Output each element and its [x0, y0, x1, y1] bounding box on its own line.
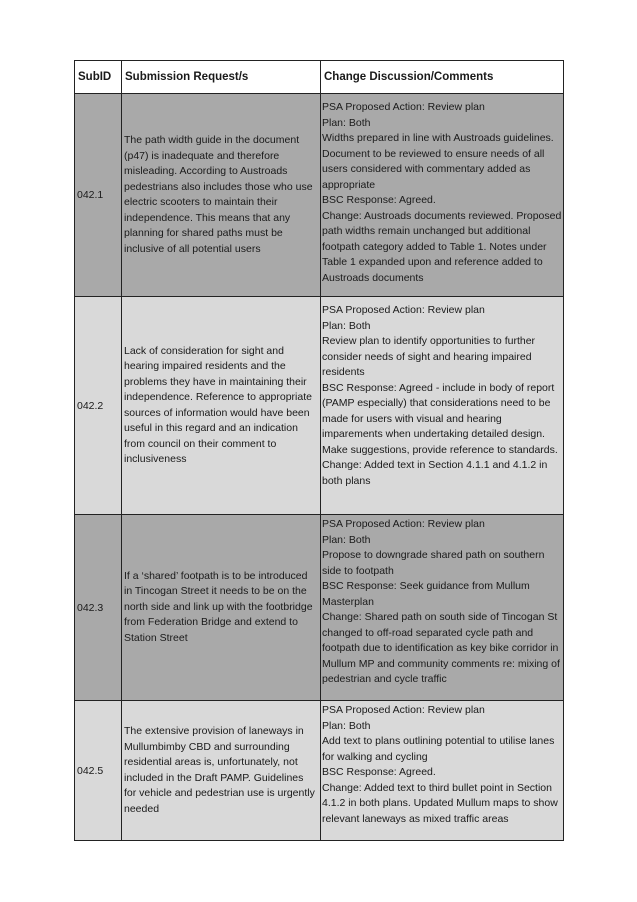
table-row — [75, 701, 564, 841]
submissions-table — [74, 60, 564, 841]
comment-line: Change: Shared path on south side of Tincogan St changed to off-road separated cycle path and footpath due to identification as key bike corridor in Mullum MP and community comments re: mixing of pedestrian and cycle traffic — [322, 611, 563, 685]
comment-line: Plan: Both — [322, 533, 371, 546]
request-text: Lack of consideration for sight and hearing impaired residents and the problems they have in maintaining their independence. Reference to appropriate sources of information would have been useful in this regard and an indication from council on their comment to inclusiveness — [122, 297, 321, 515]
comment-line: PSA Proposed Action: Review plan — [322, 518, 485, 530]
table-row — [75, 515, 564, 701]
comment-line: BSC Response: Seek guidance from Mullum Masterplan — [322, 580, 533, 608]
sub-id: 042.3 — [75, 515, 122, 701]
comment-line: BSC Response: Agreed. — [322, 194, 436, 206]
sub-id: 042.5 — [75, 701, 122, 841]
comment-line: BSC Response: Agreed. — [322, 766, 436, 778]
sub-id: 042.2 — [75, 297, 122, 515]
comments-cell — [321, 94, 564, 297]
comment-line: Add text to plans outlining potential to utilise lanes for walking and cycling — [322, 735, 558, 763]
sub-id: 042.1 — [75, 94, 122, 297]
comment-line: Review plan to identify opportunities to further consider needs of sight and hearing impaired residents — [322, 335, 538, 378]
comment-line: PSA Proposed Action: Review plan — [322, 101, 485, 113]
table-row — [75, 94, 564, 297]
comment-line: Change: Austroads documents reviewed. Proposed path widths remain unchanged but additional footpath category added to Table 1. Notes under Table 1 expanded upon and reference added to Austroads documents — [322, 209, 565, 284]
comment-line: Propose to downgrade shared path on southern side to footpath — [322, 549, 548, 577]
comment-line: PSA Proposed Action: Review plan — [322, 704, 485, 716]
comment-line: PSA Proposed Action: Review plan — [322, 304, 485, 316]
comment-line: Change: Added text in Section 4.1.1 and 4.1.2 in both plans — [322, 459, 551, 487]
request-text: The extensive provision of laneways in Mullumbimby CBD and surrounding residential areas is, unfortunately, not included in the Draft PAMP. Guidelines for vehicle and pedestrian use is urgently needed — [122, 701, 321, 841]
header-request: Submission Request/s — [122, 61, 321, 94]
comment-line: BSC Response: Agreed - include in body of report (PAMP especially) that considerations need to be made for users with visual and hearing imparements when undertaking detailed design. Make suggestions, provide reference to standards. — [322, 381, 558, 456]
header-comments: Change Discussion/Comments — [321, 61, 564, 94]
request-text: If a ‘shared’ footpath is to be introduced in Tincogan Street it needs to be on the north side and link up with the footbridge from Federation Bridge and extend to Station Street — [122, 515, 321, 701]
comments-cell — [321, 701, 564, 841]
comment-line: Plan: Both — [322, 116, 371, 129]
table-row — [75, 297, 564, 515]
request-text: The path width guide in the document (p47) is inadequate and therefore misleading. According to Austroads pedestrians also includes those who use electric scooters to maintain their independence. This means that any planning for shared paths must be inclusive of all potential users — [122, 94, 321, 297]
comment-line: Plan: Both — [322, 319, 371, 332]
comments-cell — [321, 515, 564, 701]
comment-line: Change: Added text to third bullet point in Section 4.1.2 in both plans. Updated Mullum maps to show relevant laneways as mixed traffic areas — [322, 781, 561, 825]
comment-line: Widths prepared in line with Austroads guidelines. Document to be reviewed to ensure needs of all users considered with commentary added as appropriate — [322, 132, 557, 191]
header-row — [75, 61, 564, 94]
comments-cell — [321, 297, 564, 515]
comment-line: Plan: Both — [322, 719, 371, 732]
header-subid: SubID — [75, 61, 122, 94]
